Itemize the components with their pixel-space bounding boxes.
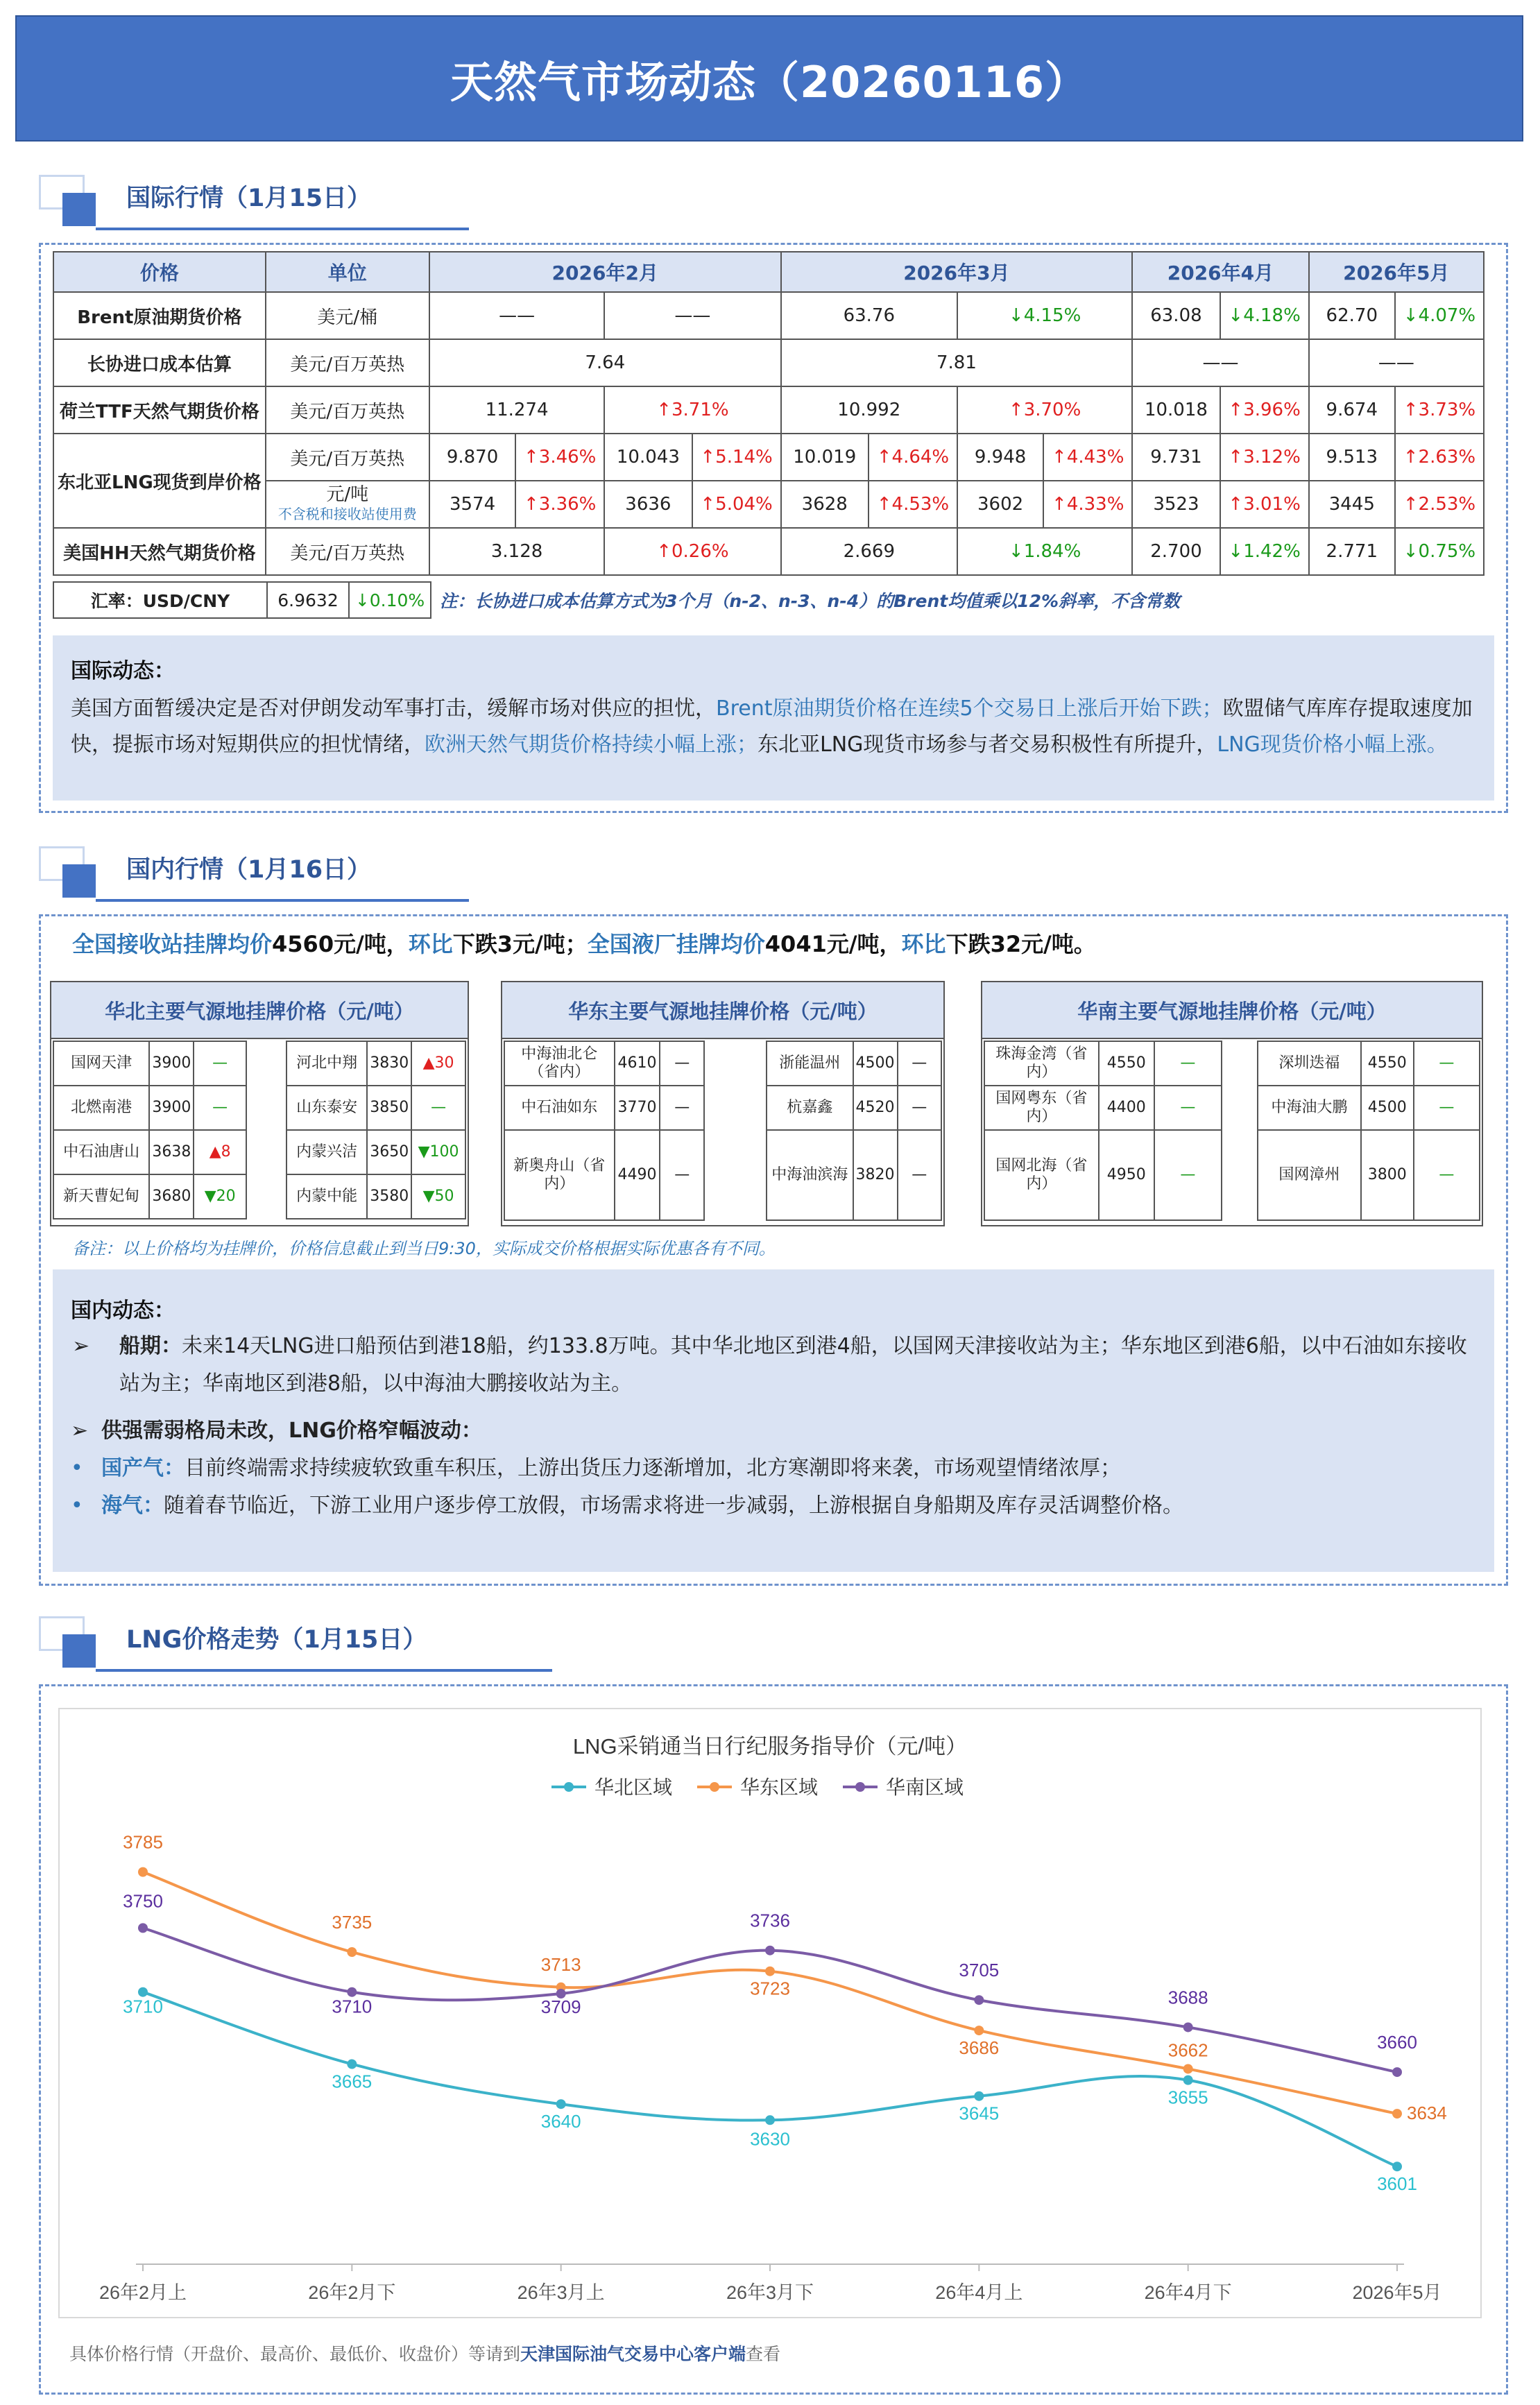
station-change: — <box>1414 1086 1480 1130</box>
station-change: — <box>660 1086 704 1130</box>
value-cell: 3602 <box>957 481 1043 528</box>
station-name: 中石油唐山 <box>53 1130 149 1174</box>
station-price: 3800 <box>1361 1130 1414 1220</box>
chart-x-axis <box>99 2264 1442 2303</box>
east-left-table <box>504 1041 705 1221</box>
x-tick-label: 2026年5月 <box>1352 2282 1442 2303</box>
table-row <box>1258 1130 1480 1220</box>
table-row-nea-usd <box>53 434 1484 481</box>
value-cell: 7.64 <box>429 339 781 386</box>
table-row-brent <box>53 292 1484 339</box>
station-change: — <box>898 1041 941 1086</box>
value-cell: 62.70 <box>1309 292 1395 339</box>
table-row <box>53 1174 246 1219</box>
table-row-contract-cost <box>53 339 1484 386</box>
station-name: 北燃南港 <box>53 1086 149 1130</box>
data-point <box>1392 2162 1402 2171</box>
station-name: 内蒙兴洁 <box>286 1130 367 1174</box>
north-left-table <box>53 1041 247 1219</box>
intl-price-table <box>53 251 1485 576</box>
col-header-feb: 2026年2月 <box>429 252 781 292</box>
section-header-intl <box>39 175 469 230</box>
station-price: 4550 <box>1099 1041 1154 1086</box>
data-label: 3710 <box>123 1996 163 2017</box>
station-price: 4500 <box>1361 1086 1414 1130</box>
data-point <box>1183 2076 1193 2085</box>
station-change: — <box>660 1130 704 1220</box>
fx-row <box>53 581 1180 619</box>
unit-cell: 美元/百万英热 <box>266 386 429 434</box>
station-change: ▼100 <box>411 1130 465 1174</box>
station-change: — <box>411 1086 465 1130</box>
table-row <box>286 1130 465 1174</box>
change-cell: ↑4.64% <box>869 434 957 481</box>
data-label: 3601 <box>1377 2173 1417 2195</box>
col-header-apr: 2026年4月 <box>1132 252 1308 292</box>
data-point <box>1392 2067 1402 2077</box>
south-left-table <box>984 1041 1222 1221</box>
data-label: 3750 <box>123 1890 163 1912</box>
chart-series <box>123 1832 1447 2195</box>
x-tick-label: 26年2月上 <box>99 2282 187 2303</box>
row-label: 美国HH天然气期货价格 <box>53 528 266 575</box>
value-cell: 63.08 <box>1132 292 1220 339</box>
table-row <box>53 1086 246 1130</box>
change-cell: ↑2.63% <box>1395 434 1484 481</box>
value-cell: —— <box>1132 339 1308 386</box>
station-price: 3900 <box>149 1086 194 1130</box>
data-label: 3688 <box>1167 1987 1208 2008</box>
legend-marker <box>564 1782 574 1792</box>
table-row <box>767 1086 941 1130</box>
station-name: 中海油大鹏 <box>1258 1086 1361 1130</box>
value-cell: 2.669 <box>781 528 957 575</box>
station-name: 中石油如东 <box>504 1086 615 1130</box>
value-cell: 11.274 <box>429 386 604 434</box>
station-name: 中海油北仑（省内） <box>504 1041 615 1086</box>
bullet-text: 未来14天LNG进口船预估到港18船，约133.8万吨。其中华北地区到港4船，以国网天津接收站为主；华东地区到港6船，以中石油如东接收站为主；华南地区到港8船，以中海油大鹏接收站为主。 <box>119 1334 1467 1396</box>
legend-label: 华北区域 <box>594 1777 673 1798</box>
table-row-nea-cny <box>53 481 1484 528</box>
change-cell: ↑3.70% <box>957 386 1132 434</box>
lng-price-chart <box>60 1709 1480 2317</box>
table-row <box>53 1130 246 1174</box>
x-tick-label: 26年3月上 <box>517 2282 605 2303</box>
data-label: 3713 <box>540 1953 581 1975</box>
table-row <box>1258 1041 1480 1086</box>
text-seg: 下跌3元/吨； <box>452 931 588 957</box>
station-name: 国网北海（省内） <box>984 1130 1099 1220</box>
station-change: — <box>1154 1041 1222 1086</box>
value-cell: 63.76 <box>781 292 957 339</box>
value-cell: 10.019 <box>781 434 869 481</box>
header-underline <box>96 1669 552 1672</box>
data-label: 3736 <box>750 1910 790 1931</box>
x-tick-label: 26年4月下 <box>1144 2282 1232 2303</box>
change-cell: ↓0.75% <box>1395 528 1484 575</box>
intl-dynamics-box <box>53 635 1494 801</box>
unit-cell <box>266 481 429 528</box>
station-price: 4520 <box>853 1086 898 1130</box>
page-title: 天然气市场动态（20260116） <box>450 56 1089 108</box>
station-price: 4550 <box>1361 1041 1414 1086</box>
legend-marker <box>710 1782 719 1792</box>
dot-bullet-icon: • <box>71 1494 83 1518</box>
page-title-bar <box>15 15 1523 142</box>
data-point <box>347 1947 357 1957</box>
domestic-summary <box>72 927 1096 959</box>
change-cell: ↑0.26% <box>604 528 780 575</box>
change-cell: ↓4.18% <box>1220 292 1309 339</box>
station-change: — <box>898 1086 941 1130</box>
table-row <box>286 1041 465 1086</box>
chart-frame <box>58 1708 1482 2318</box>
value-cell: 10.992 <box>781 386 957 434</box>
chart-legend <box>551 1777 964 1798</box>
footer-text: 查看 <box>746 2344 781 2364</box>
value-cell: 3636 <box>604 481 692 528</box>
section-header-domestic <box>39 846 469 902</box>
table-row-ttf <box>53 386 1484 434</box>
row-label: 长协进口成本估算 <box>53 339 266 386</box>
value-cell: 3523 <box>1132 481 1220 528</box>
station-price: 4490 <box>615 1130 660 1220</box>
data-label: 3686 <box>959 2037 1000 2059</box>
bullet-supply <box>71 1412 1476 1450</box>
station-price: 4500 <box>853 1041 898 1086</box>
station-change: — <box>1414 1041 1480 1086</box>
text-seg: 全国接收站挂牌均价 <box>72 931 273 957</box>
data-label: 3655 <box>1167 2087 1208 2108</box>
legend-label: 华东区域 <box>740 1777 819 1798</box>
value-cell: 9.674 <box>1309 386 1395 434</box>
text-seg: 欧盟储气库库存提取速度加快，提振市场对短期供应的担忧情绪， <box>71 696 1473 757</box>
text-seg: 4560元/吨， <box>272 931 409 957</box>
value-cell: —— <box>429 292 604 339</box>
unit-text: 元/吨 <box>326 484 369 505</box>
region-title: 华东主要气源地挂牌价格（元/吨） <box>502 982 943 1039</box>
change-cell: ↑3.71% <box>604 386 780 434</box>
change-cell: ↓4.15% <box>957 292 1132 339</box>
data-point <box>1183 2022 1193 2032</box>
station-name: 新天曹妃甸 <box>53 1174 149 1219</box>
text-seg: 东北亚LNG现货市场参与者交易积极性有所提升， <box>758 733 1217 757</box>
north-right-table <box>286 1041 466 1219</box>
table-row <box>984 1041 1222 1086</box>
south-right-table <box>1257 1041 1480 1221</box>
station-name: 深圳迭福 <box>1258 1041 1361 1086</box>
table-row <box>286 1086 465 1130</box>
text-seg: 全国液厂挂牌均价 <box>587 931 765 957</box>
station-price: 3850 <box>367 1086 411 1130</box>
value-cell: 9.870 <box>429 434 515 481</box>
change-cell: ↑3.12% <box>1220 434 1309 481</box>
table-row-hh <box>53 528 1484 575</box>
station-change: ▲8 <box>194 1130 246 1174</box>
station-name: 新奥舟山（省内） <box>504 1130 615 1220</box>
data-label: 3709 <box>540 1996 581 2017</box>
data-label: 3640 <box>540 2111 581 2132</box>
text-highlight: 欧洲天然气期货价格持续小幅上涨； <box>425 733 758 757</box>
bullet-text: 随着春节临近，下游工业用户逐步停工放假，市场需求将进一步减弱，上游根据自身船期及库存灵活调整价格。 <box>164 1494 1183 1518</box>
station-price: 4610 <box>615 1041 660 1086</box>
change-cell: ↓1.42% <box>1220 528 1309 575</box>
station-name: 中海油滨海 <box>767 1130 853 1220</box>
value-cell: —— <box>604 292 780 339</box>
change-cell: ↑2.53% <box>1395 481 1484 528</box>
col-header-price: 价格 <box>53 252 266 292</box>
station-name: 杭嘉鑫 <box>767 1086 853 1130</box>
value-cell: 3574 <box>429 481 515 528</box>
fx-change: ↓0.10% <box>350 581 431 619</box>
station-price: 3820 <box>853 1130 898 1220</box>
col-header-mar: 2026年3月 <box>781 252 1133 292</box>
intl-dynamics-heading: 国际动态： <box>71 659 175 683</box>
header-underline <box>96 228 469 230</box>
section-title-domestic: 国内行情（1月16日） <box>126 856 372 884</box>
value-cell: 9.513 <box>1309 434 1395 481</box>
footer-link[interactable]: 天津国际油气交易中心客户端 <box>520 2344 746 2364</box>
station-name: 山东泰安 <box>286 1086 367 1130</box>
change-cell: ↑3.96% <box>1220 386 1309 434</box>
unit-cell: 美元/百万英热 <box>266 339 429 386</box>
data-point <box>347 1987 357 1997</box>
change-cell: ↑3.36% <box>515 481 604 528</box>
station-change: ▼20 <box>194 1174 246 1219</box>
data-point <box>765 2115 775 2125</box>
station-name: 河北中翔 <box>286 1041 367 1086</box>
value-cell: 2.771 <box>1309 528 1395 575</box>
cost-note: 注：长协进口成本估算方式为3个月（n-2、n-3、n-4）的Brent均值乘以12%斜率，不含常数 <box>440 591 1181 611</box>
table-row <box>984 1086 1222 1130</box>
bullet-key: 国产气： <box>101 1456 185 1480</box>
value-cell: 9.948 <box>957 434 1043 481</box>
value-cell: 7.81 <box>781 339 1133 386</box>
table-row <box>1258 1086 1480 1130</box>
table-row <box>767 1041 941 1086</box>
header-deco-square-filled <box>62 193 96 226</box>
footer-text: 具体价格行情（开盘价、最高价、最低价、收盘价）等请到 <box>69 2344 521 2364</box>
text-seg: 美国方面暂缓决定是否对伊朗发动军事打击，缓解市场对供应的担忧， <box>71 696 716 721</box>
x-tick-label: 26年2月下 <box>308 2282 396 2303</box>
station-price: 3900 <box>149 1041 194 1086</box>
text-seg: 环比 <box>408 931 453 957</box>
station-change: — <box>898 1130 941 1220</box>
station-price: 3830 <box>367 1041 411 1086</box>
data-label: 3735 <box>332 1912 373 1933</box>
data-point <box>556 2099 566 2109</box>
section-title-intl: 国际行情（1月15日） <box>126 185 372 212</box>
data-point <box>138 1987 148 1997</box>
station-price: 4400 <box>1099 1086 1154 1130</box>
data-point <box>138 1867 148 1877</box>
text-seg: 4041元/吨， <box>764 931 902 957</box>
station-name: 珠海金湾（省内） <box>984 1041 1099 1086</box>
station-change: ▼50 <box>411 1174 465 1219</box>
data-point <box>974 2091 984 2101</box>
station-change: ▲30 <box>411 1041 465 1086</box>
row-label: Brent原油期货价格 <box>53 292 266 339</box>
value-cell: —— <box>1309 339 1484 386</box>
value-cell: 3628 <box>781 481 869 528</box>
col-header-unit: 单位 <box>266 252 429 292</box>
fx-label: 汇率：USD/CNY <box>53 581 268 619</box>
east-right-table <box>766 1041 942 1221</box>
unit-cell: 美元/百万英热 <box>266 528 429 575</box>
data-label: 3630 <box>750 2128 790 2150</box>
bullet-text: 目前终端需求持续疲软致重车积压，上游出货压力逐渐增加，北方寒潮即将来袭，市场观望情绪浓厚； <box>185 1456 1121 1480</box>
data-point <box>974 2026 984 2035</box>
table-row <box>53 1041 246 1086</box>
table-row <box>504 1041 704 1086</box>
station-price: 3680 <box>149 1174 194 1219</box>
change-cell: ↑5.14% <box>692 434 781 481</box>
station-price: 4950 <box>1099 1130 1154 1220</box>
text-highlight: Brent原油期货价格在连续5个交易日上涨后开始下跌； <box>716 696 1223 721</box>
domestic-dynamics-box <box>53 1269 1494 1572</box>
x-tick-label: 26年4月上 <box>935 2282 1023 2303</box>
bullet-key: 供强需弱格局未改，LNG价格窄幅波动： <box>101 1419 482 1443</box>
row-label: 荷兰TTF天然气期货价格 <box>53 386 266 434</box>
change-cell: ↑3.01% <box>1220 481 1309 528</box>
value-cell: 9.731 <box>1132 434 1220 481</box>
fx-value: 6.9632 <box>268 581 350 619</box>
arrow-bullet-icon: ➢ <box>71 1419 89 1443</box>
change-cell: ↓4.07% <box>1395 292 1484 339</box>
station-name: 国网天津 <box>53 1041 149 1086</box>
change-cell: ↑5.04% <box>692 481 781 528</box>
price-remark: 备注：以上价格均为挂牌价，价格信息截止到当日9:30，实际成交价格根据实际优惠各有不同。 <box>72 1239 776 1258</box>
data-point <box>765 1946 775 1955</box>
value-cell: 3445 <box>1309 481 1395 528</box>
region-title: 华北主要气源地挂牌价格（元/吨） <box>51 982 468 1039</box>
station-change: — <box>194 1041 246 1086</box>
table-row <box>984 1130 1222 1220</box>
change-cell: ↑4.43% <box>1043 434 1132 481</box>
station-name: 内蒙中能 <box>286 1174 367 1219</box>
bullet-domestic-gas <box>71 1450 1476 1487</box>
change-cell: ↓1.84% <box>957 528 1132 575</box>
text-seg: 环比 <box>901 931 946 957</box>
table-row <box>767 1130 941 1220</box>
data-label: 3710 <box>332 1996 373 2017</box>
section-header-trend <box>39 1616 552 1672</box>
legend-marker <box>855 1782 865 1792</box>
station-price: 3770 <box>615 1086 660 1130</box>
header-underline <box>96 899 469 902</box>
data-label: 3665 <box>332 2071 373 2092</box>
header-deco-square-filled <box>62 1634 96 1668</box>
data-point <box>138 1923 148 1933</box>
value-cell: 2.700 <box>1132 528 1220 575</box>
station-change: — <box>1414 1130 1480 1220</box>
value-cell: 10.018 <box>1132 386 1220 434</box>
value-cell: 3.128 <box>429 528 604 575</box>
value-cell: 10.043 <box>604 434 692 481</box>
table-row <box>504 1086 704 1130</box>
data-label: 3723 <box>750 1978 790 1999</box>
chart-title: LNG采销通当日行纪服务指导价（元/吨） <box>572 1734 968 1758</box>
station-change: — <box>660 1041 704 1086</box>
unit-note: 不含税和接收站使用费 <box>277 506 417 522</box>
col-header-may: 2026年5月 <box>1309 252 1484 292</box>
data-point <box>765 1967 775 1976</box>
data-point <box>974 1995 984 2005</box>
header-deco-square-filled <box>62 864 96 898</box>
table-row <box>504 1130 704 1220</box>
data-label: 3660 <box>1377 2032 1417 2053</box>
change-cell: ↑4.53% <box>869 481 957 528</box>
arrow-bullet-icon: ➢ <box>72 1334 90 1358</box>
change-cell: ↑3.73% <box>1395 386 1484 434</box>
station-name: 浙能温州 <box>767 1041 853 1086</box>
section-title-trend: LNG价格走势（1月15日） <box>126 1626 427 1654</box>
table-row <box>286 1174 465 1219</box>
unit-cell: 美元/百万英热 <box>266 434 429 481</box>
data-label: 3645 <box>959 2103 1000 2124</box>
dot-bullet-icon: • <box>71 1456 83 1480</box>
station-name: 国网漳州 <box>1258 1130 1361 1220</box>
change-cell: ↑3.46% <box>515 434 604 481</box>
text-seg: 下跌32元/吨。 <box>946 931 1096 957</box>
bullet-sea-gas <box>71 1487 1476 1525</box>
text-highlight: LNG现货价格小幅上涨。 <box>1217 733 1448 757</box>
bullet-key: 海气： <box>101 1494 164 1518</box>
data-point <box>1183 2064 1193 2073</box>
station-name: 国网粤东（省内） <box>984 1086 1099 1130</box>
data-label: 3705 <box>959 1960 1000 1981</box>
station-price: 3638 <box>149 1130 194 1174</box>
table-header-row <box>53 252 1484 292</box>
data-point <box>347 2060 357 2069</box>
change-cell: ↑4.33% <box>1043 481 1132 528</box>
unit-cell: 美元/桶 <box>266 292 429 339</box>
domestic-dynamics-heading: 国内动态： <box>71 1299 175 1323</box>
station-change: — <box>194 1086 246 1130</box>
data-label: 3634 <box>1407 2103 1447 2124</box>
bullet-shipping <box>71 1328 1476 1403</box>
intl-dynamics-text <box>71 691 1476 763</box>
data-label: 3662 <box>1167 2039 1208 2061</box>
data-point <box>1392 2109 1402 2119</box>
x-tick-label: 26年3月下 <box>726 2282 814 2303</box>
region-title: 华南主要气源地挂牌价格（元/吨） <box>982 982 1482 1039</box>
row-label: 东北亚LNG现货到岸价格 <box>53 434 266 528</box>
station-change: — <box>1154 1086 1222 1130</box>
station-price: 3650 <box>367 1130 411 1174</box>
data-label: 3785 <box>123 1831 163 1853</box>
station-price: 3580 <box>367 1174 411 1219</box>
station-change: — <box>1154 1130 1222 1220</box>
bullet-key: 船期： <box>119 1334 182 1358</box>
footer-note <box>69 2340 780 2365</box>
legend-label: 华南区域 <box>886 1777 964 1798</box>
